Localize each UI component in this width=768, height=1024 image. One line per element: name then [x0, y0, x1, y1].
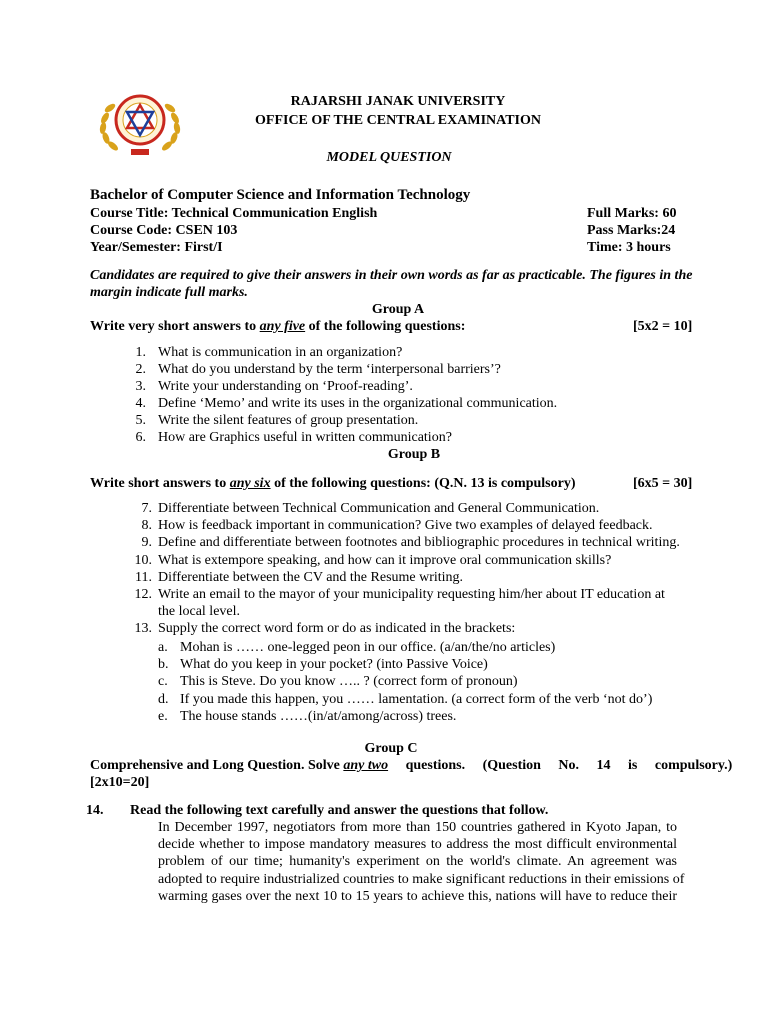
- sub-item-text: This is Steve. Do you know ….. ? (correct form of pronoun): [180, 674, 518, 690]
- program-name: Bachelor of Computer Science and Information Technology: [90, 187, 471, 203]
- passage-line: adopted to require industrialized countries to make significant reductions in their emissions of: [158, 871, 685, 887]
- question-text: Differentiate between the CV and the Resume writing.: [158, 569, 464, 585]
- passage-line: problem of our time; humanity's experiment on the world's climate. An agreement was: [158, 854, 677, 870]
- question-text: What is extempore speaking, and how can it improve oral communication skills?: [158, 552, 612, 568]
- question-number: 4.: [135, 396, 146, 411]
- group-b-heading: Group B: [387, 447, 441, 462]
- instructions-line-2: margin indicate full marks.: [90, 285, 248, 300]
- document-type: MODEL QUESTION: [326, 150, 452, 165]
- question-number: 10.: [134, 552, 152, 568]
- year-semester: Year/Semester: First/I: [90, 240, 223, 255]
- group-c-heading: Group C: [364, 741, 418, 756]
- question-text: Define ‘Memo’ and write its uses in the organizational communication.: [158, 396, 558, 411]
- course-title: Course Title: Technical Communication English: [90, 206, 378, 221]
- question-text: Supply the correct word form or do as indicated in the brackets:: [158, 621, 516, 637]
- question-text: Write an email to the mayor of your municipality requesting him/her about IT education at: [158, 587, 665, 602]
- question-text: How are Graphics useful in written communication?: [158, 430, 452, 445]
- full-marks: Full Marks: 60: [587, 206, 677, 221]
- question-14-title: Read the following text carefully and answer the questions that follow.: [130, 803, 549, 818]
- sub-item-letter: e.: [158, 708, 168, 724]
- instructions-line-1: Candidates are required to give their answers in their own words as far as practicable. The figures in the: [90, 268, 693, 283]
- question-text: Define and differentiate between footnotes and bibliographic procedures in technical writing.: [158, 535, 680, 551]
- question-number: 6.: [135, 430, 146, 445]
- sub-item-letter: d.: [158, 691, 169, 707]
- question-text: What is communication in an organization?: [158, 345, 403, 360]
- sub-item-text: Mohan is …… one-legged peon in our office. (a/an/the/no articles): [180, 640, 556, 655]
- office-name: OFFICE OF THE CENTRAL EXAMINATION: [255, 113, 541, 128]
- sub-item-letter: c.: [158, 674, 168, 690]
- question-number: 1.: [135, 345, 146, 360]
- sub-item-text: If you made this happen, you …… lamentation. (a correct form of the verb ‘not do’): [180, 691, 653, 707]
- sub-item-text: What do you keep in your pocket? (into Passive Voice): [180, 657, 488, 673]
- question-text: Differentiate between Technical Communication and General Communication.: [158, 501, 600, 516]
- exam-time: Time: 3 hours: [587, 240, 671, 255]
- passage-line: warming gases over the next 10 to 15 years to achieve this, nations will have to reduce their: [158, 888, 677, 904]
- question-number: 3.: [135, 379, 146, 394]
- group-a-marks: [5x2 = 10]: [633, 319, 693, 334]
- question-14-number: 14.: [86, 803, 104, 818]
- group-b-instructions: Write short answers to any six of the following questions: (Q.N. 13 is compulsory): [90, 476, 576, 491]
- question-number: 11.: [135, 569, 152, 585]
- passage-line: decide whether to impose mandatory measures to address the most difficult environmental: [158, 837, 677, 853]
- question-text: the local level.: [158, 604, 241, 620]
- sub-item-letter: a.: [158, 640, 168, 655]
- question-text: Write your understanding on ‘Proof-reading’.: [158, 379, 413, 394]
- sub-item-letter: b.: [158, 657, 169, 673]
- group-c-marks: [2x10=20]: [90, 775, 150, 790]
- university-name: RAJARSHI JANAK UNIVERSITY: [290, 94, 506, 109]
- question-text: Write the silent features of group presentation.: [158, 413, 419, 428]
- course-code: Course Code: CSEN 103: [90, 223, 238, 238]
- question-number: 12.: [134, 587, 152, 602]
- question-text: What do you understand by the term ‘interpersonal barriers’?: [158, 362, 501, 377]
- group-a-heading: Group A: [371, 302, 425, 317]
- question-number: 9.: [141, 535, 152, 551]
- group-c-instructions: Comprehensive and Long Question. Solve any two questions. (Question No. 14 is compulsory.): [90, 758, 733, 773]
- question-number: 8.: [141, 518, 152, 534]
- question-number: 7.: [141, 501, 152, 516]
- question-number: 5.: [135, 413, 146, 428]
- question-text: How is feedback important in communication? Give two examples of delayed feedback.: [158, 518, 653, 534]
- pass-marks: Pass Marks:24: [587, 223, 676, 238]
- sub-item-text: The house stands ……(in/at/among/across) trees.: [180, 708, 457, 724]
- passage-line: In December 1997, negotiators from more than 150 countries gathered in Kyoto Japan, to: [158, 820, 677, 835]
- group-a-instructions: Write very short answers to any five of the following questions:: [90, 319, 466, 334]
- question-number: 2.: [135, 362, 146, 377]
- group-b-marks: [6x5 = 30]: [633, 476, 693, 491]
- question-number: 13.: [134, 621, 152, 637]
